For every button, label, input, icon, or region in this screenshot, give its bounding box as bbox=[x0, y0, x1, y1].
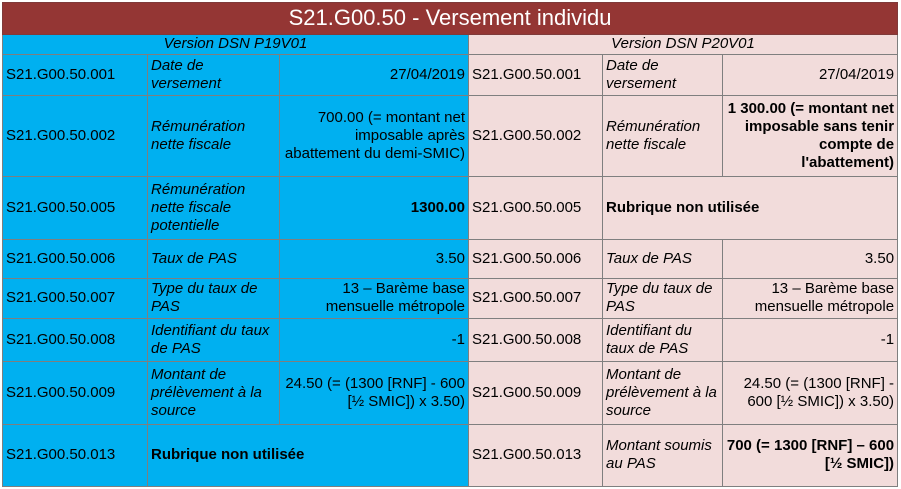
left-label-009: Montant de prélèvement à la source bbox=[148, 361, 280, 424]
right-value-009: 24.50 (= (1300 [RNF] - 600 [½ SMIC]) x 3.50) bbox=[723, 361, 898, 424]
right-code-002: S21.G00.50.002 bbox=[469, 95, 603, 176]
table-row bbox=[3, 239, 898, 278]
left-value-006: 3.50 bbox=[280, 239, 469, 278]
version-row bbox=[3, 34, 898, 54]
right-code-013: S21.G00.50.013 bbox=[469, 424, 603, 486]
dsn-comparison-table bbox=[2, 2, 898, 487]
right-label-008: Identifiant du taux de PAS bbox=[603, 319, 723, 362]
right-code-006: S21.G00.50.006 bbox=[469, 239, 603, 278]
right-version-header: Version DSN P20V01 bbox=[469, 34, 898, 54]
left-label-007: Type du taux de PAS bbox=[148, 278, 280, 319]
title-row bbox=[3, 3, 898, 35]
left-note-013: Rubrique non utilisée bbox=[148, 424, 469, 486]
left-code-009: S21.G00.50.009 bbox=[3, 361, 148, 424]
left-value-002: 700.00 (= montant net imposable après abattement du demi-SMIC) bbox=[280, 95, 469, 176]
left-code-007: S21.G00.50.007 bbox=[3, 278, 148, 319]
left-code-001: S21.G00.50.001 bbox=[3, 54, 148, 95]
right-note-005: Rubrique non utilisée bbox=[603, 176, 898, 239]
left-label-006: Taux de PAS bbox=[148, 239, 280, 278]
left-value-009: 24.50 (= (1300 [RNF] - 600 [½ SMIC]) x 3.50) bbox=[280, 361, 469, 424]
right-label-007: Type du taux de PAS bbox=[603, 278, 723, 319]
left-code-013: S21.G00.50.013 bbox=[3, 424, 148, 486]
right-value-013: 700 (= 1300 [RNF] – 600 [½ SMIC]) bbox=[723, 424, 898, 486]
right-value-006: 3.50 bbox=[723, 239, 898, 278]
table-row bbox=[3, 176, 898, 239]
right-code-009: S21.G00.50.009 bbox=[469, 361, 603, 424]
left-value-005: 1300.00 bbox=[280, 176, 469, 239]
left-version-header: Version DSN P19V01 bbox=[3, 34, 469, 54]
left-value-007: 13 – Barème base mensuelle métropole bbox=[280, 278, 469, 319]
right-label-002: Rémunération nette fiscale bbox=[603, 95, 723, 176]
table-row bbox=[3, 54, 898, 95]
right-value-007: 13 – Barème base mensuelle métropole bbox=[723, 278, 898, 319]
left-code-005: S21.G00.50.005 bbox=[3, 176, 148, 239]
right-value-002: 1 300.00 (= montant net imposable sans tenir compte de l'abattement) bbox=[723, 95, 898, 176]
right-label-009: Montant de prélèvement à la source bbox=[603, 361, 723, 424]
left-label-005: Rémunération nette fiscale potentielle bbox=[148, 176, 280, 239]
right-code-008: S21.G00.50.008 bbox=[469, 319, 603, 362]
table-row bbox=[3, 361, 898, 424]
right-label-001: Date de versement bbox=[603, 54, 723, 95]
right-value-001: 27/04/2019 bbox=[723, 54, 898, 95]
table-row bbox=[3, 319, 898, 362]
left-code-002: S21.G00.50.002 bbox=[3, 95, 148, 176]
right-value-008: -1 bbox=[723, 319, 898, 362]
right-code-007: S21.G00.50.007 bbox=[469, 278, 603, 319]
right-label-013: Montant soumis au PAS bbox=[603, 424, 723, 486]
left-code-008: S21.G00.50.008 bbox=[3, 319, 148, 362]
right-label-006: Taux de PAS bbox=[603, 239, 723, 278]
left-label-002: Rémunération nette fiscale bbox=[148, 95, 280, 176]
table-title: S21.G00.50 - Versement individu bbox=[3, 3, 898, 35]
right-code-005: S21.G00.50.005 bbox=[469, 176, 603, 239]
right-code-001: S21.G00.50.001 bbox=[469, 54, 603, 95]
left-code-006: S21.G00.50.006 bbox=[3, 239, 148, 278]
left-label-008: Identifiant du taux de PAS bbox=[148, 319, 280, 362]
left-value-001: 27/04/2019 bbox=[280, 54, 469, 95]
left-label-001: Date de versement bbox=[148, 54, 280, 95]
table-row bbox=[3, 278, 898, 319]
table-row bbox=[3, 95, 898, 176]
table-row bbox=[3, 424, 898, 486]
left-value-008: -1 bbox=[280, 319, 469, 362]
